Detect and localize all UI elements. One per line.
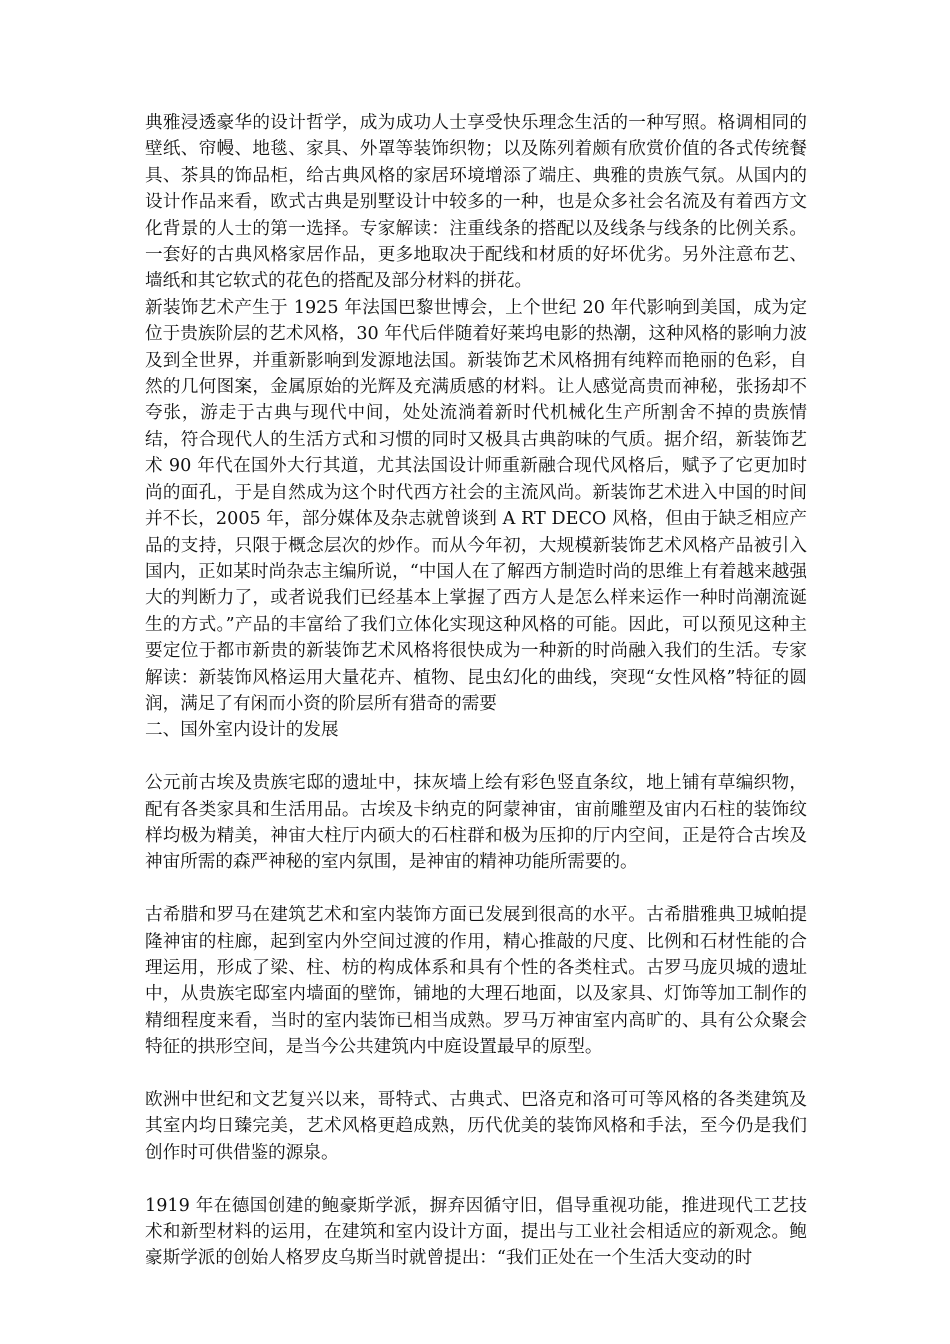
- paragraph-gap: [145, 1166, 807, 1192]
- document-page: [145, 110, 807, 1272]
- paragraph-gap: [145, 1061, 807, 1087]
- paragraph-art-deco: 新装饰艺术产生于 1925 年法国巴黎世博会，上个世纪 20 年代影响到美国，成为定位于贵族阶层的艺术风格，30 年代后伴随着好莱坞电影的热潮，这种风格的影响力波及到全世界，并重新影响到发源地法国。新装饰艺术风格拥有纯粹而艳丽的色彩，自然的几何图案，金属原始的光辉及充满质感的材料。让人感觉高贵而神秘，张扬却不夸张，游走于古典与现代中间，处处流淌着新时代机械化生产所割舍不掉的贵族情结，符合现代人的生活方式和习惯的同时又极具古典韵味的气质。据介绍，新装饰艺术 90 年代在国外大行其道，尤其法国设计师重新融合现代风格后，赋予了它更加时尚的面孔，于是自然成为这个时代西方社会的主流风尚。新装饰艺术进入中国的时间并不长，2005 年，部分媒体及杂志就曾谈到 A RT DECO 风格，但由于缺乏相应产品的支持，只限于概念层次的炒作。而从今年初，大规模新装饰艺术风格产品被引入国内，正如某时尚杂志主编所说，“中国人在了解西方制造时尚的思维上有着越来越强大的判断力了，或者说我们已经基本上掌握了西方人是怎么样来运作一种时尚潮流诞生的方式。”产品的丰富给了我们立体化实现这种风格的可能。因此，可以预见这种主要定位于都市新贵的新装饰艺术风格将很快成为一种新的时尚融入我们的生活。专家解读：新装饰风格运用大量花卉、植物、昆虫幻化的曲线，突现“女性风格”特征的圆润，满足了有闲而小资的阶层所有猎奇的需要: [145, 297, 807, 714]
- paragraph-medieval-renaissance: 欧洲中世纪和文艺复兴以来，哥特式、古典式、巴洛克和洛可可等风格的各类建筑及其室内均日臻完美，艺术风格更趋成熟，历代优美的装饰风格和手法，至今仍是我们创作时可供借鉴的源泉。: [145, 1089, 807, 1163]
- paragraph-greece-rome: 古希腊和罗马在建筑艺术和室内装饰方面已发展到很高的水平。古希腊雅典卫城帕提隆神宙的柱廊，起到室内外空间过渡的作用，精心推敲的尺度、比例和石材性能的合理运用，形成了梁、柱、枋的构成体系和具有个性的各类柱式。古罗马庞贝城的遗址中，从贵族宅邸室内墙面的壁饰，铺地的大理石地面，以及家具、灯饰等加工制作的精细程度来看，当时的室内装饰已相当成熟。罗马万神宙室内高旷的、具有公众聚会特征的拱形空间，是当今公共建筑内中庭设置最早的原型。: [145, 905, 807, 1058]
- paragraph-gap: [145, 876, 807, 902]
- paragraph-ancient-egypt: 公元前古埃及贵族宅邸的遗址中，抹灰墙上绘有彩色竖直条纹，地上铺有草编织物，配有各类家具和生活用品。古埃及卡纳克的阿蒙神宙，宙前雕塑及宙内石柱的装饰纹样均极为精美，神宙大柱厅内硕大的石柱群和极为压抑的厅内空间，正是符合古埃及神宙所需的森严神秘的室内氛围，是神宙的精神功能所需要的。: [145, 773, 807, 873]
- paragraph-gap: [145, 744, 807, 770]
- paragraph-bauhaus: 1919 年在德国创建的鲍豪斯学派，摒弃因循守旧，倡导重视功能，推进现代工艺技术和新型材料的运用，在建筑和室内设计方面，提出与工业社会相适应的新观念。鲍豪斯学派的创始人格罗皮乌斯当时就曾提出：“我们正处在一个生活大变动的时: [145, 1195, 807, 1269]
- section-heading: 二、国外室内设计的发展: [145, 720, 339, 741]
- paragraph-classical-style: 典雅浸透豪华的设计哲学，成为成功人士享受快乐理念生活的一种写照。格调相同的壁纸、帘幔、地毯、家具、外罩等装饰织物；以及陈列着颇有欣赏价值的各式传统餐具、茶具的饰品柜，给古典风格的家居环境增添了端庄、典雅的贵族气氛。从国内的设计作品来看，欧式古典是别墅设计中较多的一种，也是众多社会名流及有着西方文化背景的人士的第一选择。专家解读：注重线条的搭配以及线条与线条的比例关系。一套好的古典风格家居作品，更多地取决于配线和材质的好坏优劣。另外注意布艺、墙纸和其它软式的花色的搭配及部分材料的拼花。: [145, 113, 807, 292]
